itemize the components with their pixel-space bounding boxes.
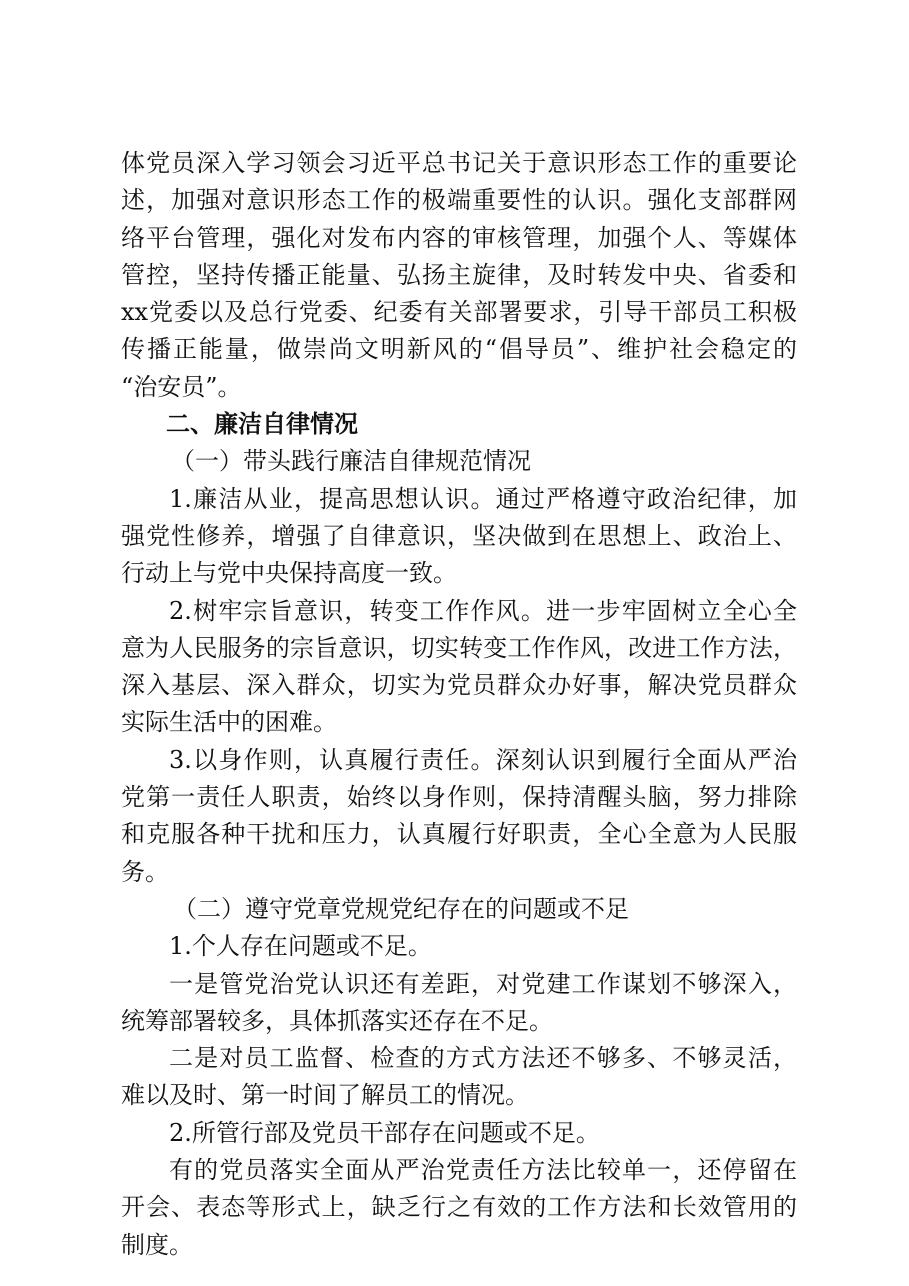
text-line: 开会、表态等形式上，缺乏行之有效的工作方法和长效管用的 [121,1193,797,1222]
text-line: 难以及时、第一时间了解员工的情况。 [121,1081,529,1110]
text-line: 强党性修养，增强了自律意识，坚决做到在思想上、政治上、 [121,521,797,550]
text-line: 络平台管理，强化对发布内容的审核管理，加强个人、等媒体 [121,223,797,252]
text-line: “治安员”。 [121,372,242,401]
text-line: 有的党员落实全面从严治党责任方法比较单一，还停留在 [169,1156,797,1185]
text-line: 传播正能量，做崇尚文明新风的“倡导员”、维护社会稳定的 [121,335,797,364]
text-line: 2.树牢宗旨意识，转变工作作风。进一步牢固树立全心全 [169,596,797,625]
text-line: 实际生活中的困难。 [121,708,337,737]
text-line: 1.廉洁从业，提高思想认识。通过严格遵守政治纪律，加 [169,484,797,513]
text-line: 述，加强对意识形态工作的极端重要性的认识。强化支部群网 [121,186,797,215]
text-line: 管控，坚持传播正能量、弘扬主旋律，及时转发中央、省委和 [121,260,797,289]
text-line: 党第一责任人职责，始终以身作则，保持清醒头脑，努力排除 [121,783,797,812]
subsection-heading: （一）带头践行廉洁自律规范情况 [171,447,531,476]
text-line: 和克服各种干扰和压力，认真履行好职责，全心全意为人民服 [121,820,797,849]
subsection-heading: （二）遵守党章党规党纪存在的问题或不足 [173,894,629,923]
text-line: 3.以身作则，认真履行责任。深刻认识到履行全面从严治 [169,745,797,774]
text-line: 2.所管行部及党员干部存在问题或不足。 [169,1118,600,1147]
text-line: 深入基层、深入群众，切实为党员群众办好事，解决党员群众 [121,671,797,700]
text-line: 一是管党治党认识还有差距，对党建工作谋划不够深入， [169,969,797,998]
document-body [121,145,797,1264]
text-line: 行动上与党中央保持高度一致。 [121,559,457,588]
text-line: xx党委以及总行党委、纪委有关部署要求，引导干部员工积极 [121,298,797,327]
text-line: 意为人民服务的宗旨意识，切实转变工作作风，改进工作方法， [121,633,797,662]
text-line: 二是对员工监督、检查的方式方法还不够多、不够灵活， [169,1044,797,1073]
text-line: 体党员深入学习领会习近平总书记关于意识形态工作的重要论 [121,149,797,177]
text-line: 务。 [121,857,169,886]
text-line: 制度。 [121,1230,193,1259]
section-heading: 二、廉洁自律情况 [166,410,358,439]
text-line: 统筹部署较多，具体抓落实还存在不足。 [121,1006,553,1035]
text-line: 1.个人存在问题或不足。 [169,932,432,961]
